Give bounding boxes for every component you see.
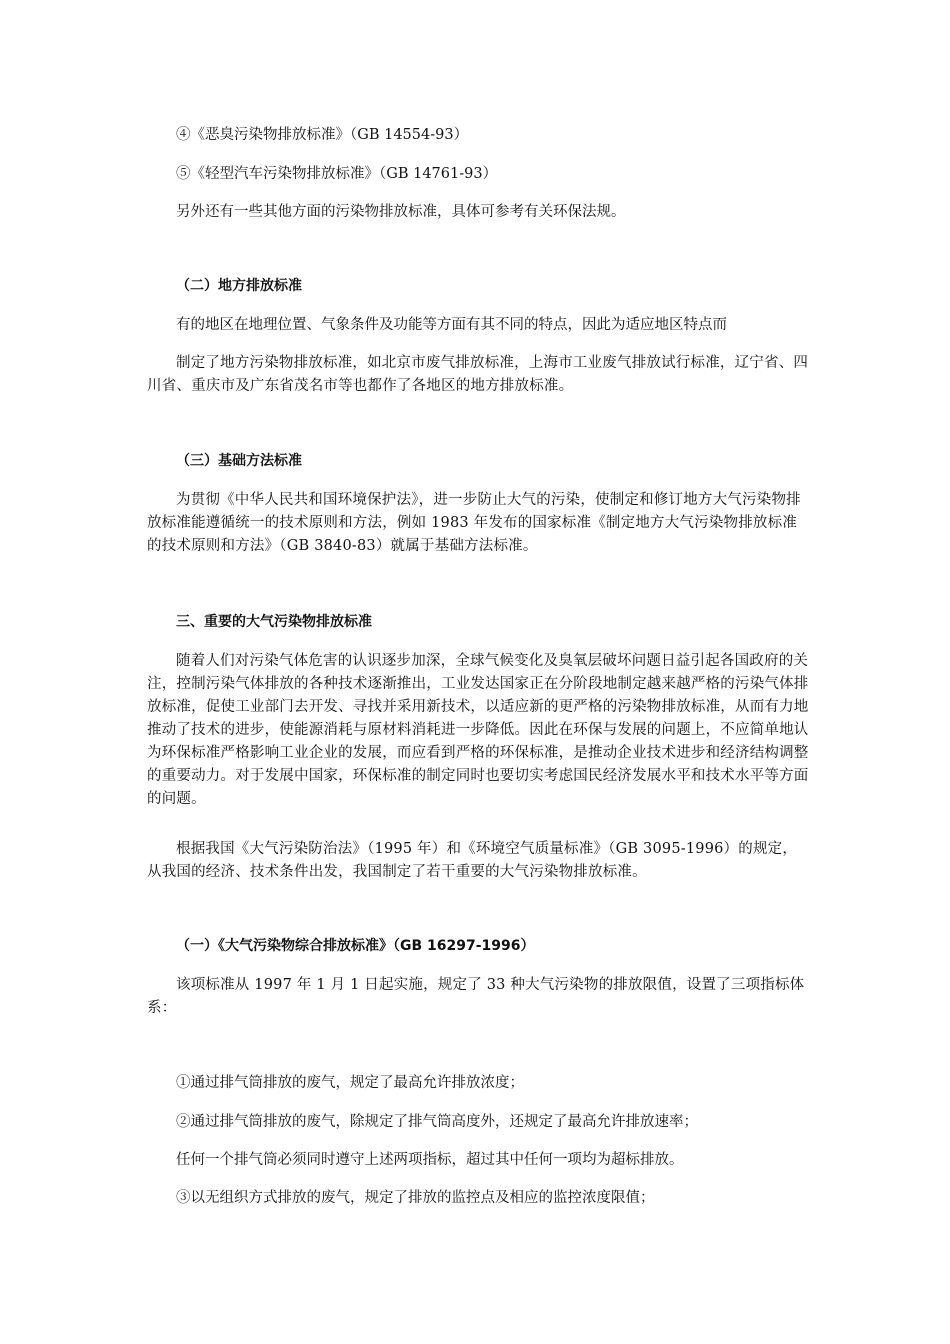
paragraph-local-intro: 有的地区在地理位置、气象条件及功能等方面有其不同的特点，因此为适应地区特点而 xyxy=(176,317,727,333)
list-item-max-rate: ②通过排气筒排放的废气，除规定了排气筒高度外，还规定了最高允许排放速率； xyxy=(176,1114,698,1130)
paragraph-compliance-note: 任何一个排气筒必须同时遵守上述两项指标，超过其中任何一项均为超标排放。 xyxy=(176,1152,684,1168)
heading-method-standards: （三）基础方法标准 xyxy=(176,453,302,469)
paragraph-local-standards: 制定了地方污染物排放标准，如北京市废气排放标准，上海市工业废气排放试行标准，辽宁省、四川省、重庆市及广东省茂名市等也都作了各地区的地方排放标准。 xyxy=(147,355,809,394)
list-item-gb14761: ⑤《轻型汽车污染物排放标准》（GB 14761-93） xyxy=(176,166,498,182)
heading-local-standards: （二）地方排放标准 xyxy=(176,278,302,294)
paragraph-other-standards: 另外还有一些其他方面的污染物排放标准，具体可参考有关环保法规。 xyxy=(176,204,626,220)
list-item-fugitive-emission: ③以无组织方式排放的废气，规定了排放的监控点及相应的监控浓度限值； xyxy=(176,1190,655,1206)
heading-important-standards: 三、重要的大气污染物排放标准 xyxy=(176,614,372,630)
list-item-gb14554: ④《恶臭污染物排放标准》（GB 14554-93） xyxy=(176,127,469,143)
paragraph-method-standards: 为贯彻《中华人民共和国环境保护法》，进一步防止大气的污染，使制定和修订地方大气污染物排放标准能遵循统一的技术原则和方法，例如 1983 年发布的国家标准《制定地方大气污染物排放标准的技术原则和方法》（GB 3840-83）就属于基础方法标准。 xyxy=(147,492,801,554)
paragraph-legal-basis: 根据我国《大气污染防治法》（1995 年）和《环境空气质量标准》（GB 3095-1996）的规定，从我国的经济、技术条件出发，我国制定了若干重要的大气污染物排放标准。 xyxy=(147,841,798,880)
paragraph-important-intro: 随着人们对污染气体危害的认识逐步加深，全球气候变化及臭氧层破坏问题日益引起各国政府的关注，控制污染气体排放的各种技术逐渐推出，工业发达国家正在分阶段地制定越来越严格的污染气体排放标准，促使工业部门去开发、寻找并采用新技术，以适应新的更严格的污染物排放标准，从而有力地推动了技术的进步，使能源消耗与原材料消耗进一步降低。因此在环保与发展的问题上，不应简单地认为环保标准严格影响工业企业的发展，而应看到严格的环保标准，是推动企业技术进步和经济结构调整的重要动力。对于发展中国家，环保标准的制定同时也要切实考虑国民经济发展水平和技术水平等方面的问题。 xyxy=(147,653,809,807)
paragraph-integrated-intro: 该项标准从 1997 年 1 月 1 日起实施，规定了 33 种大气污染物的排放限值，设置了三项指标体系： xyxy=(147,977,805,1016)
list-item-max-concentration: ①通过排气筒排放的废气，规定了最高允许排放浓度； xyxy=(176,1075,524,1091)
heading-integrated-standard: （一）《大气污染物综合排放标准》（GB 16297-1996） xyxy=(176,938,535,954)
